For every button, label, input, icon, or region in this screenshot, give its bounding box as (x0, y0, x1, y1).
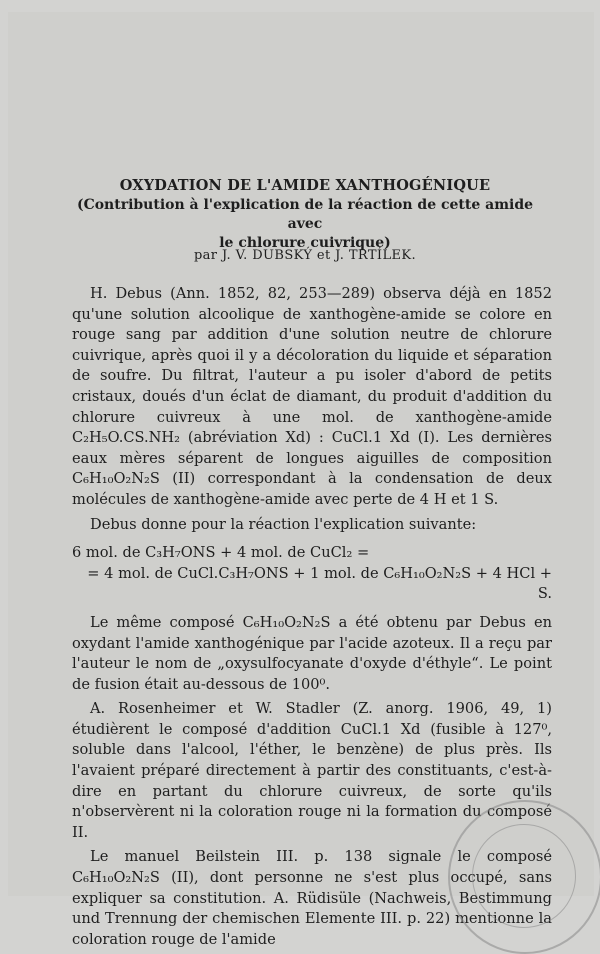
paragraph-5: Le manuel Beilstein III. p. 138 signale le composé C₆H₁₀O₂N₂S (II), dont personne ne s'est plus occupé, sans expliquer sa constitution. A. Rüdisüle (Nachweis, Bestimmung und Trennung der chemischen Elemente III. p. 22) mentionne la coloration rouge de l'amide (72, 848, 552, 948)
article-authors: par J. V. DUBSKÝ et J. TRTÍLEK. (193, 248, 417, 263)
paragraph-1: H. Debus (Ann. 1852, 82, 253—289) observa déjà en 1852 qu'une solution alcoolique de xanthogène-amide se colore en rouge sang par addition d'une solution neutre de chlorure cuivrique, après quoi il y a décoloration du liquide et séparation de soufre. Du filtrat, l'auteur a pu isoler d'abord de petits cristaux, doués d'un éclat de diamant, du produit d'addition du chlorure cuivreux à une mol. de xanthogène-amide C₂H₅O.CS.NH₂ (abréviation Xd) : CuCl.1 Xd (I). Les dernières eaux mères séparent de longues aiguilles de composition C₆H₁₀O₂N₂S (II) correspondant à la condensation de deux molécules de xanthogène-amide avec perte de 4 H et 1 S. (72, 285, 552, 508)
equation-line-1: 6 mol. de C₃H₇ONS + 4 mol. de CuCl₂ = (72, 544, 370, 562)
article-subtitle-line2: le chlorure cuivrique) (219, 235, 391, 251)
title-block (60, 176, 550, 253)
library-stamp (448, 800, 600, 954)
paragraph-4: A. Rosenheimer et W. Stadler (Z. anorg. 1906, 49, 1) étudièrent le composé d'addition CuCl.1 Xd (fusible à 127⁰, soluble dans l'alcool, l'éther, le benzène) de plus près. Ils l'avaient préparé directement à partir des constituants, c'est-à-dire en partant du chlorure cuivreux, de sorte qu'ils n'observèrent ni la coloration rouge ni la formation du composé II. (72, 700, 552, 841)
article-subtitle-line1: (Contribution à l'explication de la réaction de cette amide avec (76, 197, 534, 232)
paragraph-3: Le même composé C₆H₁₀O₂N₂S a été obtenu par Debus en oxydant l'amide xanthogénique par l'acide azoteux. Il a reçu par l'auteur le nom de „oxysulfocyanate d'oxyde d'éthyle“. Le point de fusion était au-dessous de 100⁰. (72, 613, 552, 693)
paragraph-2: Debus donne pour la réaction l'explication suivante: (90, 515, 477, 533)
equation-line-2: = 4 mol. de CuCl.C₃H₇ONS + 1 mol. de C₆H₁₀O₂N₂S + 4 HCl + S. (87, 564, 552, 603)
library-stamp-inner-ring (472, 824, 576, 928)
article-title: OXYDATION DE L'AMIDE XANTHOGÉNIQUE (119, 177, 491, 194)
